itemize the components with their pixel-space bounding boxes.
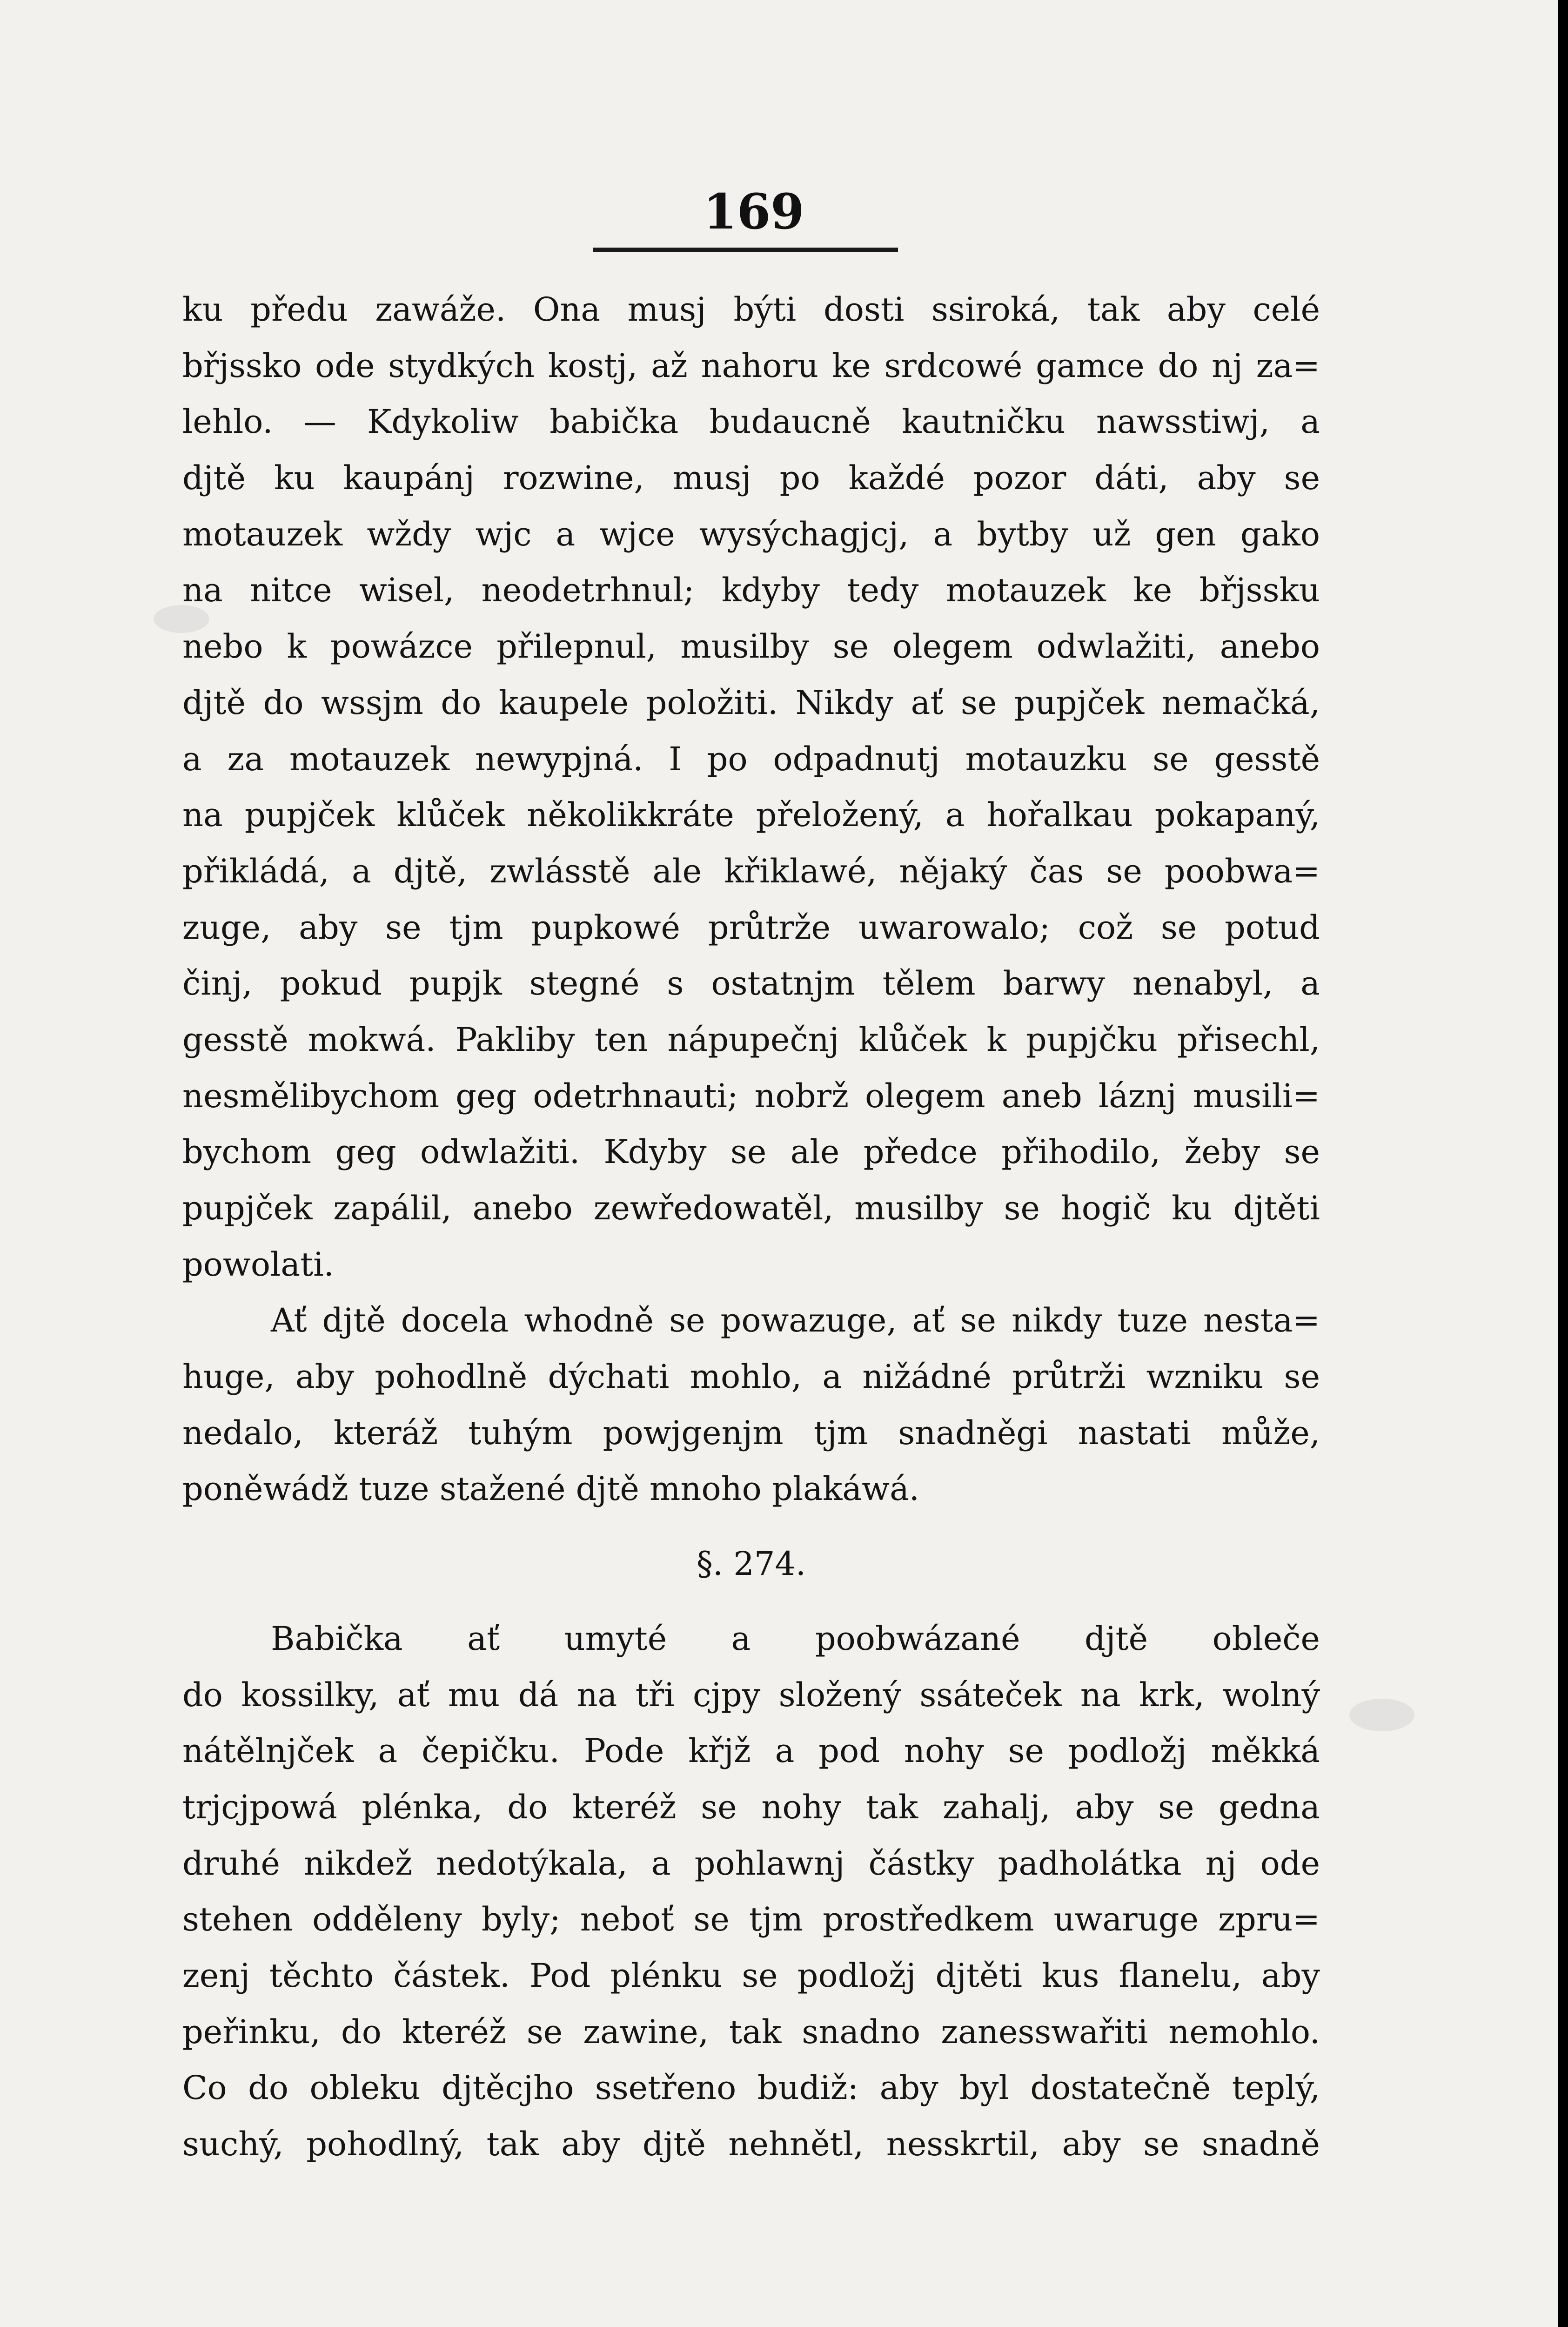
paragraph-first-line: Ať djtě docela whodně se powazuge, ať se nikdy tuze nesta= <box>271 1301 1320 1340</box>
text-line: stehen odděleny byly; neboť se tjm prostředkem uwaruge zpru= <box>182 1900 1320 1939</box>
text-line: djtě do wssjm do kaupele položiti. Nikdy ať se pupjček nemačká, <box>182 683 1320 722</box>
text-line: lehlo. — Kdykoliw babička budaucně kautničku nawsstiwj, a <box>182 403 1320 441</box>
header-rule <box>593 248 898 252</box>
text-line: pupjček zapálil, anebo zewředowatěl, musilby se hogič ku djtěti <box>182 1189 1320 1227</box>
text-line: zenj těchto částek. Pod plénku se podložj djtěti kus flanelu, aby <box>182 1956 1320 1995</box>
text-line: činj, pokud pupjk stegné s ostatnjm tělem barwy nenabyl, a <box>182 964 1320 1003</box>
text-line: poněwádž tuze stažené djtě mnoho plakáwá. <box>182 1470 920 1508</box>
text-line: peřinku, do kteréž se zawine, tak snadno zanesswařiti nemohlo. <box>182 2012 1320 2051</box>
text-line: motauzek wždy wjc a wjce wysýchagjcj, a bytby už gen gako <box>182 515 1320 553</box>
text-line: Co do obleku djtěcjho ssetřeno budiž: aby byl dostatečně teplý, <box>182 2069 1320 2107</box>
paragraph-first-line: Babička ať umyté a poobwázané djtě obleče <box>271 1619 1320 1658</box>
page-body <box>182 282 1320 2172</box>
text-line: trjcjpowá plénka, do kteréž se nohy tak zahalj, aby se gedna <box>182 1788 1320 1826</box>
text-line: bychom geg odwlažiti. Kdyby se ale předce přihodilo, žeby se <box>182 1133 1320 1171</box>
text-line: přikládá, a djtě, zwlásstě ale křiklawé, nějaký čas se poobwa= <box>182 852 1320 890</box>
text-line: djtě ku kaupánj rozwine, musj po každé pozor dáti, aby se <box>182 459 1320 498</box>
text-line: na pupjček klůček několikkráte přeložený, a hořalkau pokapaný, <box>182 796 1320 834</box>
text-line: zuge, aby se tjm pupkowé průtrže uwarowalo; což se potud <box>182 908 1320 947</box>
section-heading: §. 274. <box>696 1545 806 1583</box>
text-line: huge, aby pohodlně dýchati mohlo, a nižádné průtrži wzniku se <box>182 1358 1320 1396</box>
text-line: nátělnjček a čepičku. Pode křjž a pod nohy se podložj měkká <box>182 1732 1320 1770</box>
text-line: ku předu zawáže. Ona musj býti dosti ssiroká, tak aby celé <box>182 290 1320 329</box>
page-number: 169 <box>703 183 804 240</box>
text-line: břjssko ode stydkých kostj, až nahoru ke srdcowé gamce do nj za= <box>182 346 1320 385</box>
text-line: suchý, pohodlný, tak aby djtě nehnětl, nesskrtil, aby se snadně <box>182 2125 1320 2163</box>
text-line: nedalo, kteráž tuhým powjgenjm tjm snadněgi nastati může, <box>182 1413 1320 1452</box>
text-line: a za motauzek newypjná. I po odpadnutj motauzku se gesstě <box>182 740 1320 778</box>
text-line: do kossilky, ať mu dá na tři cjpy složený ssáteček na krk, wolný <box>182 1675 1320 1714</box>
text-line: gesstě mokwá. Pakliby ten nápupečnj klůček k pupjčku přisechl, <box>182 1020 1320 1059</box>
paper-stain <box>1349 1699 1414 1731</box>
text-line: nebo k powázce přilepnul, musilby se olegem odwlažiti, anebo <box>182 627 1320 666</box>
text-line: nesmělibychom geg odetrhnauti; nobrž olegem aneb láznj musili= <box>182 1076 1320 1115</box>
text-line: druhé nikdež nedotýkala, a pohlawnj částky padholátka nj ode <box>182 1844 1320 1883</box>
text-line: powolati. <box>182 1245 334 1284</box>
text-line: na nitce wisel, neodetrhnul; kdyby tedy motauzek ke břjssku <box>182 571 1320 610</box>
